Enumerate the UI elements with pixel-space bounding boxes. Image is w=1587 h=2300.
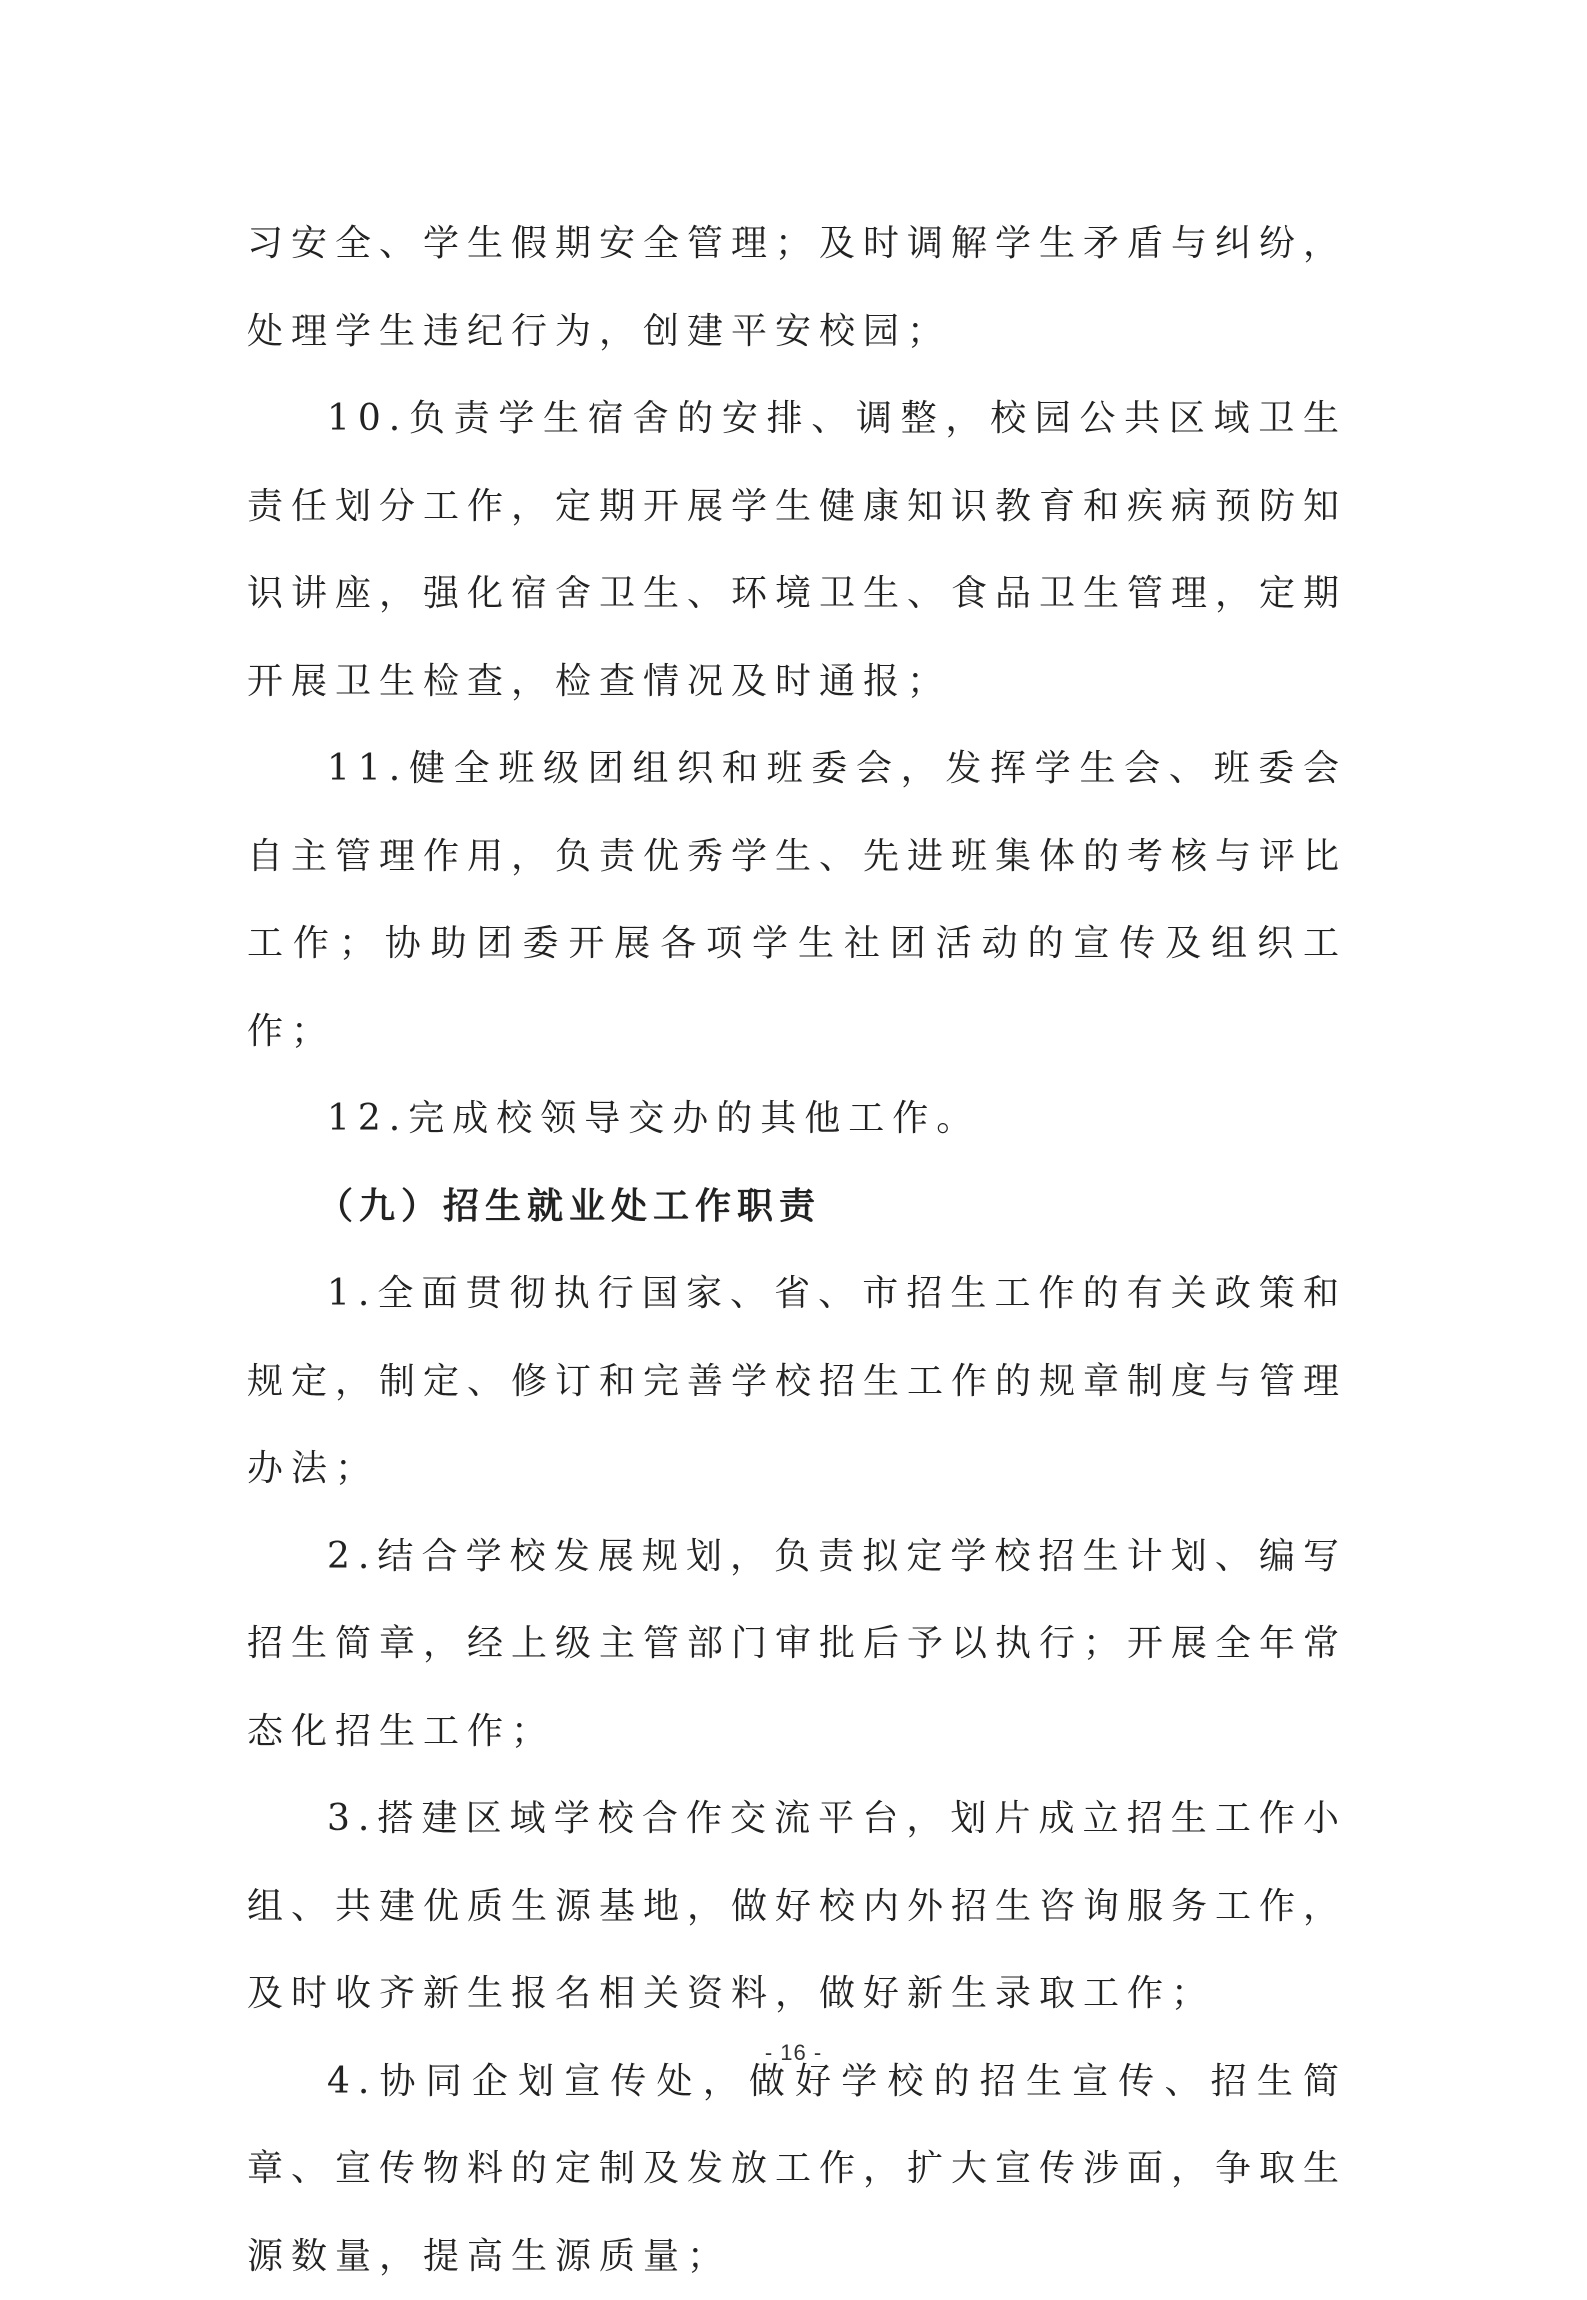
document-body — [247, 200, 1347, 2300]
paragraph-item-2: 2.结合学校发展规划，负责拟定学校招生计划、编写招生简章，经上级主管部门审批后予以执行；开展全年常态化招生工作； — [247, 1513, 1347, 1776]
paragraph-item-1: 1.全面贯彻执行国家、省、市招生工作的有关政策和规定，制定、修订和完善学校招生工作的规章制度与管理办法； — [247, 1250, 1347, 1513]
paragraph-item-12: 12.完成校领导交办的其他工作。 — [247, 1075, 1347, 1163]
paragraph-continuation: 习安全、学生假期安全管理；及时调解学生矛盾与纠纷，处理学生违纪行为，创建平安校园； — [247, 200, 1347, 375]
paragraph-item-3: 3.搭建区域学校合作交流平台，划片成立招生工作小组、共建优质生源基地，做好校内外招生咨询服务工作，及时收齐新生报名相关资料，做好新生录取工作； — [247, 1775, 1347, 2038]
section-heading: （九）招生就业处工作职责 — [247, 1163, 1347, 1251]
paragraph-item-10: 10.负责学生宿舍的安排、调整，校园公共区域卫生责任划分工作，定期开展学生健康知识教育和疾病预防知识讲座，强化宿舍卫生、环境卫生、食品卫生管理，定期开展卫生检查，检查情况及时通报； — [247, 375, 1347, 725]
paragraph-item-11: 11.健全班级团组织和班委会，发挥学生会、班委会自主管理作用，负责优秀学生、先进班集体的考核与评比工作；协助团委开展各项学生社团活动的宣传及组织工作； — [247, 725, 1347, 1075]
page-number: - 16 - — [0, 2040, 1587, 2066]
paragraph-item-4: 4.协同企划宣传处，做好学校的招生宣传、招生简章、宣传物料的定制及发放工作，扩大宣传涉面，争取生源数量，提高生源质量； — [247, 2038, 1347, 2300]
